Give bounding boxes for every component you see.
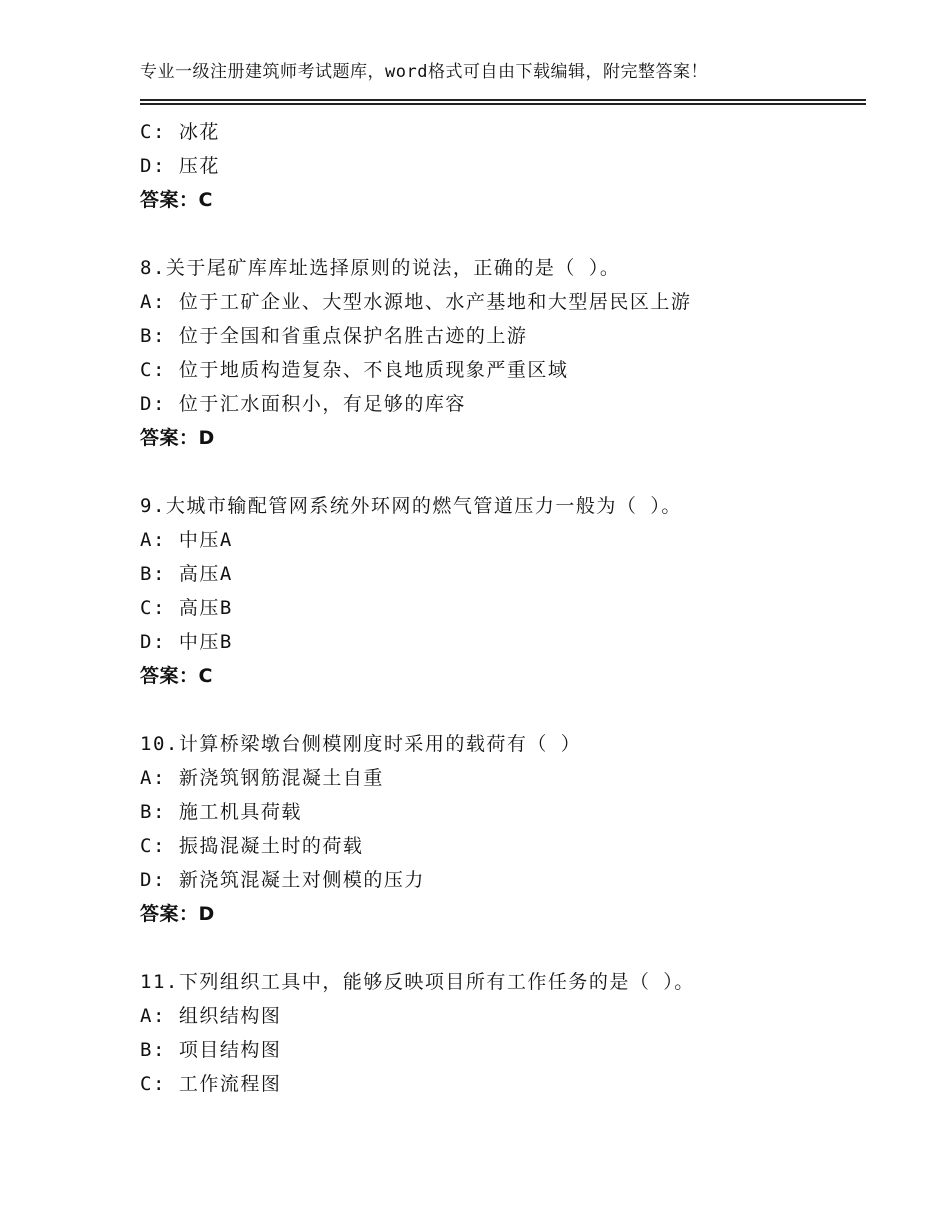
question-stem: 11.下列组织工具中，能够反映项目所有工作任务的是（ ）。 [140, 971, 695, 993]
question-stem: 10.计算桥梁墩台侧模刚度时采用的载荷有（ ） [140, 733, 582, 755]
option-a: A: 组织结构图 [140, 1005, 282, 1027]
option-c: C: 高压B [140, 597, 233, 619]
option-b: B: 项目结构图 [140, 1039, 282, 1061]
option-d: D: 新浇筑混凝土对侧模的压力 [140, 869, 425, 891]
option-c: C: 振捣混凝土时的荷载 [140, 835, 364, 857]
question-11 [140, 965, 866, 1101]
option-c: C: 位于地质构造复杂、不良地质现象严重区域 [140, 359, 569, 381]
option-d: D: 压花 [140, 155, 220, 177]
spacer [140, 455, 866, 489]
header-rule-top [140, 99, 866, 101]
question-9 [140, 489, 866, 693]
option-b: B: 高压A [140, 563, 233, 585]
question-8 [140, 251, 866, 455]
spacer [140, 693, 866, 727]
option-c: C: 工作流程图 [140, 1073, 282, 1095]
question-stem: 9.大城市输配管网系统外环网的燃气管道压力一般为（ ）。 [140, 495, 682, 517]
question-7-tail [140, 115, 866, 217]
answer-line: 答案：C [140, 189, 213, 211]
option-a: A: 新浇筑钢筋混凝土自重 [140, 767, 384, 789]
option-d: D: 中压B [140, 631, 233, 653]
option-d: D: 位于汇水面积小，有足够的库容 [140, 393, 466, 415]
page-header: 专业一级注册建筑师考试题库，word格式可自由下载编辑，附完整答案！ [140, 62, 708, 82]
option-a: A: 位于工矿企业、大型水源地、水产基地和大型居民区上游 [140, 291, 692, 313]
answer-line: 答案：C [140, 665, 213, 687]
question-content [140, 115, 866, 1101]
option-b: B: 施工机具荷载 [140, 801, 302, 823]
option-c: C: 冰花 [140, 121, 220, 143]
spacer [140, 931, 866, 965]
question-stem: 8.关于尾矿库库址选择原则的说法，正确的是（ ）。 [140, 257, 621, 279]
answer-line: 答案：D [140, 427, 215, 449]
header-rule-bottom [140, 103, 866, 105]
option-a: A: 中压A [140, 529, 233, 551]
option-b: B: 位于全国和省重点保护名胜古迹的上游 [140, 325, 528, 347]
question-10 [140, 727, 866, 931]
answer-line: 答案：D [140, 903, 215, 925]
spacer [140, 217, 866, 251]
